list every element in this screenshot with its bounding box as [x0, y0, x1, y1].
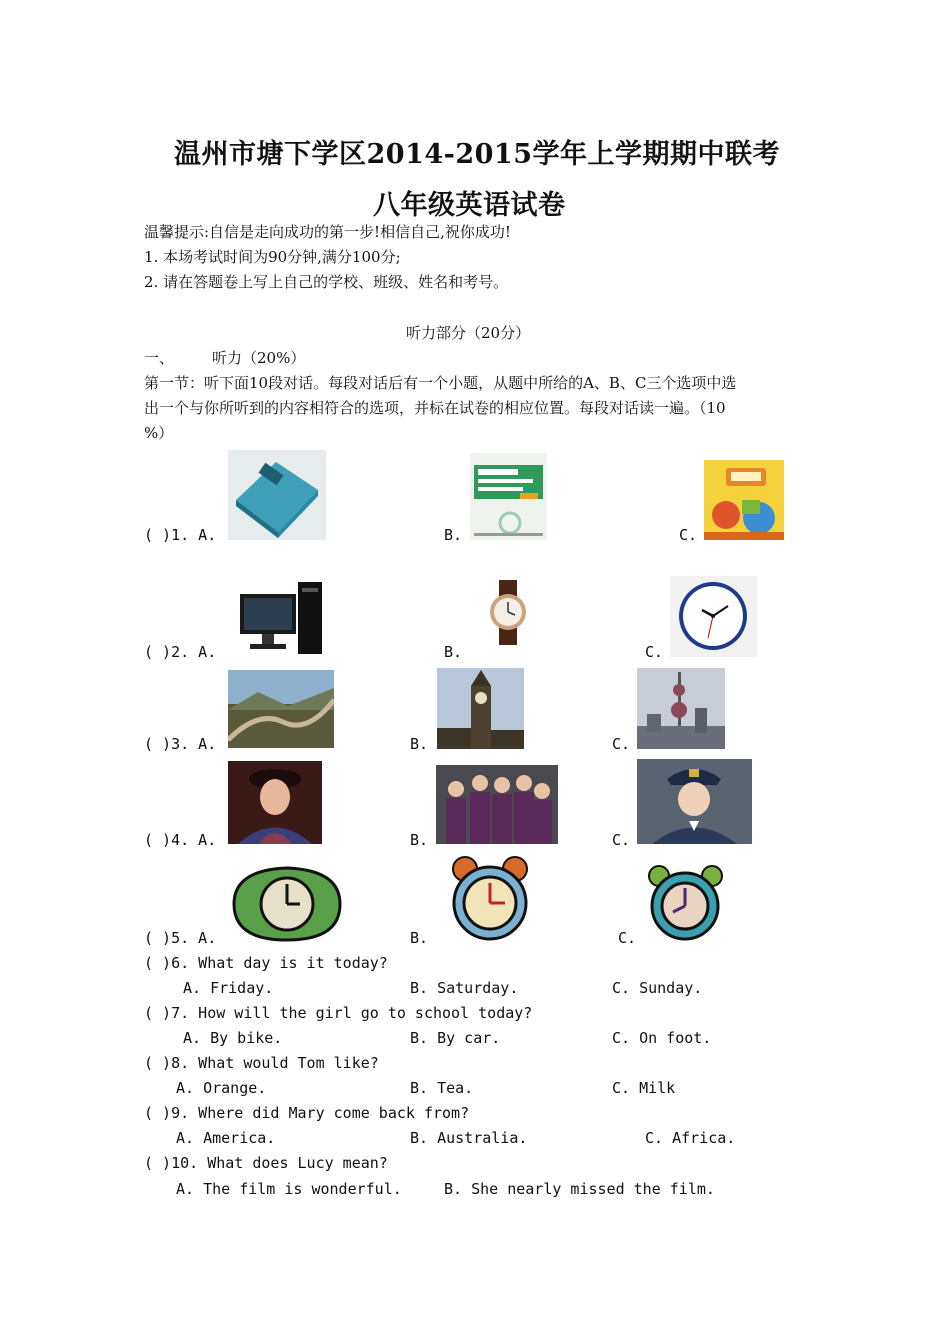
- section-heading: 听力部分（20分）: [406, 324, 531, 342]
- big-ben-icon: [437, 668, 524, 749]
- question-10-option-b: B. She nearly missed the film.: [444, 1180, 715, 1198]
- english-textbook-icon: [704, 460, 784, 540]
- question-9-option-b: B. Australia.: [410, 1129, 528, 1147]
- question-8-stem: ( )8. What would Tom like?: [144, 1054, 379, 1072]
- wall-clock-icon: [670, 576, 757, 657]
- alarm-clock-b-icon: [445, 855, 535, 943]
- question-2-option-c: C.: [645, 643, 664, 661]
- question-8-option-c: C. Milk: [612, 1079, 676, 1097]
- question-10-option-a: A. The film is wonderful.: [176, 1180, 402, 1198]
- tips-item-2: 2. 请在答题卷上写上自己的学校、班级、姓名和考号。: [144, 273, 509, 291]
- exam-title: 温州市塘下学区2014-2015学年上学期期中联考: [174, 139, 780, 170]
- question-8-option-b: B. Tea.: [410, 1079, 474, 1097]
- english-test-book-icon: [470, 453, 547, 540]
- question-9-option-c: C. Africa.: [645, 1129, 736, 1147]
- question-4-label: ( )4. A.: [144, 831, 217, 849]
- question-3-option-c: C.: [612, 735, 631, 753]
- tips-item-1: 1. 本场考试时间为90分钟,满分100分;: [144, 248, 401, 266]
- question-9-stem: ( )9. Where did Mary come back from?: [144, 1104, 470, 1122]
- actress-icon: [228, 761, 322, 844]
- flight-attendants-icon: [436, 765, 558, 844]
- question-7-option-c: C. On foot.: [612, 1029, 712, 1047]
- question-7-stem: ( )7. How will the girl go to school today?: [144, 1004, 533, 1022]
- question-4-option-b: B.: [410, 831, 429, 849]
- question-3-option-b: B.: [410, 735, 429, 753]
- question-1-option-b: B.: [444, 526, 463, 544]
- question-1-option-c: C.: [679, 526, 698, 544]
- part-one-number: 一、: [144, 349, 175, 367]
- computer-icon: [236, 578, 326, 658]
- question-2-label: ( )2. A.: [144, 643, 217, 661]
- instructions-line-3: %）: [144, 424, 174, 442]
- great-wall-icon: [228, 670, 334, 748]
- tips-lead: 温馨提示:自信是走向成功的第一步!相信自己,祝你成功!: [144, 223, 511, 241]
- math-book-icon: [228, 450, 326, 540]
- part-one-label: 听力（20%）: [212, 349, 306, 367]
- question-4-option-c: C.: [612, 831, 631, 849]
- question-6-option-b: B. Saturday.: [410, 979, 519, 997]
- question-6-option-c: C. Sunday.: [612, 979, 703, 997]
- question-7-option-a: A. By bike.: [183, 1029, 283, 1047]
- alarm-clock-c-icon: [643, 864, 728, 943]
- question-1-label: ( )1. A.: [144, 526, 217, 544]
- police-officer-icon: [637, 759, 752, 844]
- question-6-option-a: A. Friday.: [183, 979, 274, 997]
- question-9-option-a: A. America.: [176, 1129, 276, 1147]
- question-10-stem: ( )10. What does Lucy mean?: [144, 1154, 388, 1172]
- question-8-option-a: A. Orange.: [176, 1079, 267, 1097]
- question-5-option-c: C.: [618, 929, 637, 947]
- wristwatch-icon: [481, 580, 536, 645]
- alarm-clock-a-icon: [228, 864, 346, 943]
- oriental-pearl-tower-icon: [637, 668, 725, 749]
- question-5-label: ( )5. A.: [144, 929, 217, 947]
- exam-subtitle: 八年级英语试卷: [373, 190, 566, 221]
- instructions-line-2: 出一个与你所听到的内容相符合的选项，并标在试卷的相应位置。每段对话读一遍。（10: [144, 399, 726, 417]
- question-3-label: ( )3. A.: [144, 735, 217, 753]
- question-2-option-b: B.: [444, 643, 463, 661]
- question-5-option-b: B.: [410, 929, 429, 947]
- question-6-stem: ( )6. What day is it today?: [144, 954, 388, 972]
- question-7-option-b: B. By car.: [410, 1029, 501, 1047]
- instructions-line-1: 第一节：听下面10段对话。每段对话后有一个小题，从题中所给的A、B、C三个选项中选: [144, 374, 737, 392]
